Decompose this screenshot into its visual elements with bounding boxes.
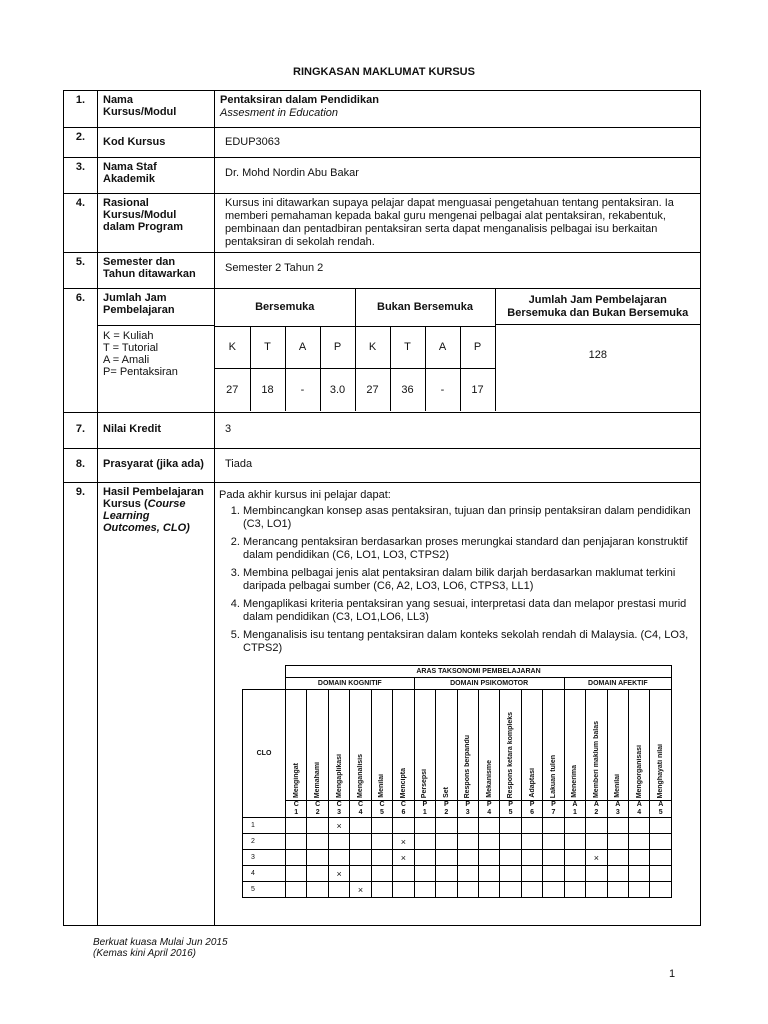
code-number: 6 [530,809,534,816]
label-line: Kursus/Modul [103,209,177,221]
clo-number: 2 [243,834,286,850]
taxonomy-mark [564,882,585,898]
code-letter: P [508,801,513,808]
taxonomy-mark [607,818,628,834]
row-learning-outcomes [64,483,701,926]
taxonomy-mark [457,818,478,834]
taxonomy-level-code [328,801,349,818]
taxonomy-mark [350,818,371,834]
course-name-english: Assesment in Education [220,107,339,119]
taxonomy-mark [500,882,521,898]
label-line: Nama Staf [103,161,157,173]
label-line: Akademik [103,173,155,185]
taxonomy-level-header [307,690,328,801]
row-label [98,158,215,194]
outcomes-intro: Pada akhir kursus ini pelajar dapat: [219,489,391,501]
taxonomy-level-code [436,801,457,818]
row-label [98,253,215,289]
row-course-code [64,128,701,158]
taxonomy-mark [607,866,628,882]
rationale-text: Kursus ini ditawarkan supaya pelajar dapat menguasai pengetahuan tentang pentaksiran. Ia memberi pemahaman kepada bakal guru mengenai pelbagai alat pentaksiran, rekabentuk, pembinaan dan pentadbiran pentaksiran serta dapat menganalisis pelbagai isu berkaitan pentaksiran di sekolah rendah. [215,194,701,253]
domain-psikomotor: DOMAIN PSIKOMOTOR [414,678,564,690]
taxonomy-mark [629,882,650,898]
taxonomy-mark [543,834,564,850]
taxonomy-mark [328,882,349,898]
row-label [98,194,215,253]
taxonomy-mark [564,834,585,850]
row-number: 7. [64,413,98,449]
taxonomy-mark [607,834,628,850]
label-line: dalam Program [103,221,184,233]
row-number: 3. [64,158,98,194]
row-learning-hours [64,289,701,413]
outcome-item: 3. Membina pelbagai jenis alat pentaksiran dalam bilik darjah berdasarkan maklumat terkini daripada pelbagai sumber (C6, A2, LO3, LO6, CTPS3, LL1) [243,567,696,593]
taxonomy-mark [650,834,672,850]
taxonomy-level-code [286,801,307,818]
taxonomy-mark [286,866,307,882]
taxonomy-level-code [650,801,672,818]
taxonomy-level-header [328,690,349,801]
taxonomy-mark [286,850,307,866]
head-bersemuka: Bersemuka [215,289,355,326]
code-number: 2 [594,809,599,816]
code-letter: C [293,801,299,808]
taxonomy-level-header [586,690,607,801]
course-name: Pentaksiran dalam Pendidikan [220,94,379,106]
taxonomy-mark [650,850,672,866]
taxonomy-level-header [286,690,307,801]
taxonomy-mark [650,882,672,898]
taxonomy-level-name: Menerima [571,765,579,798]
code-letter: P [465,801,471,808]
taxonomy-mark [478,834,499,850]
label-line: Learning [103,510,150,522]
code-number: 5 [380,809,384,816]
code-number: 1 [294,809,299,816]
code-letter: A [636,801,642,808]
taxonomy-mark [629,818,650,834]
taxonomy-mark [436,866,457,882]
taxonomy-level-header [350,690,371,801]
taxonomy-level-name: Adaptasi [528,768,536,798]
code-number: 3 [615,809,620,816]
code-number: 4 [487,809,492,816]
domain-kognitif: DOMAIN KOGNITIF [286,678,415,690]
footer-line: (Kemas kini April 2016) [93,948,197,959]
taxonomy-mark [543,818,564,834]
row-label [98,483,215,926]
label-line: Kursus/Modul [103,106,177,118]
taxonomy-level-code [478,801,499,818]
label-line: Course [147,498,186,510]
hours-legend [98,326,214,382]
taxonomy-mark [457,866,478,882]
page-title: RINGKASAN MAKLUMAT KURSUS [293,66,475,78]
code-letter: C [358,801,364,808]
domain-afektif: DOMAIN AFEKTIF [564,678,671,690]
taxonomy-level-name: Menilai [614,774,622,798]
taxonomy-level-header [393,690,414,801]
taxonomy-mark [500,866,521,882]
clo-number: 1 [243,818,286,834]
hour-value: 27 [215,368,250,411]
taxonomy-mark [478,882,499,898]
taxonomy-mark [521,850,542,866]
taxonomy-mark [457,850,478,866]
taxonomy-level-name: Persepsi [421,768,429,798]
taxonomy-level-name: Memahami [314,761,322,798]
row-semester [64,253,701,289]
label-line: Pembelajaran [103,304,175,316]
clo-header: CLO [243,690,286,818]
taxonomy-mark [328,834,349,850]
outcome-item: 2. Merancang pentaksiran berdasarkan proses merungkai standard dan penjajaran konstruktif dalam pendidikan (C6, LO1, LO3, CTPS2) [243,536,696,562]
taxonomy-mark [521,834,542,850]
hour-value: 18 [250,368,285,411]
taxonomy-level-code [607,801,628,818]
taxonomy-mark [457,882,478,898]
taxonomy-mark [414,818,435,834]
label-line: Tahun ditawarkan [103,268,196,280]
taxonomy-level-code [586,801,607,818]
taxonomy-mark: × [393,850,414,866]
taxonomy-mark [328,850,349,866]
taxonomy-mark [393,818,414,834]
taxonomy-level-name: Mengingat [292,763,300,798]
clo-number: 4 [243,866,286,882]
taxonomy-level-code [457,801,478,818]
taxonomy-mark [586,882,607,898]
taxonomy-mark [307,866,328,882]
taxonomy-mark [478,818,499,834]
taxonomy-mark [307,834,328,850]
taxonomy-level-header [500,690,521,801]
hour-type: A [285,326,320,368]
hour-type: A [425,326,460,368]
taxonomy-mark [543,866,564,882]
taxonomy-mark: × [393,834,414,850]
outcome-item: 1. Membincangkan konsep asas pentaksiran, tujuan dan prinsip pentaksiran dalam pendidikan (C3, LO1) [243,505,696,531]
row-prerequisite [64,449,701,483]
code-number: 7 [551,809,556,816]
course-summary-table [63,90,701,926]
taxonomy-level-name: Mengaplikasi [335,754,343,798]
taxonomy-mark [350,866,371,882]
taxonomy-level-name: Lakuan tulen [549,754,557,798]
taxonomy-mark [371,818,392,834]
clo-number: 5 [243,882,286,898]
label-line: Jumlah Jam [103,292,167,304]
taxonomy-mark [436,834,457,850]
taxonomy-row [243,818,672,834]
legend-item: A = Amali [103,354,150,366]
code-number: 6 [401,809,406,816]
taxonomy-mark [286,834,307,850]
taxonomy-mark [607,850,628,866]
taxonomy-level-name: Memberi maklum balas [592,720,600,798]
row-label: Kod Kursus [98,128,215,158]
taxonomy-mark [500,850,521,866]
code-letter: A [615,801,621,808]
semester-value: Semester 2 Tahun 2 [215,253,701,289]
row-number: 5. [64,253,98,289]
label-line: Hasil Pembelajaran [103,486,204,498]
label-line: Semester dan [103,256,176,268]
taxonomy-mark [414,850,435,866]
code-letter: P [486,801,492,808]
taxonomy-mark [500,818,521,834]
taxonomy-mark [371,834,392,850]
taxonomy-level-header [650,690,672,801]
taxonomy-level-code [564,801,585,818]
taxonomy-level-header [371,690,392,801]
row-credit [64,413,701,449]
label-line: Nama [103,94,133,106]
row-academic-staff [64,158,701,194]
hours-table [215,289,700,411]
taxonomy-mark [629,850,650,866]
hour-type: T [390,326,425,368]
taxonomy-mark [414,882,435,898]
code-letter: P [529,801,535,808]
total-head-line: Jumlah Jam Pembelajaran [528,294,667,306]
taxonomy-mark [564,850,585,866]
taxonomy-mark [307,882,328,898]
legend-item: P= Pentaksiran [103,366,178,378]
taxonomy-title: ARAS TAKSONOMI PEMBELAJARAN [286,666,672,678]
taxonomy-level-code [414,801,435,818]
hour-type: K [355,326,390,368]
taxonomy-mark [307,818,328,834]
taxonomy-level-name: Set [442,787,450,798]
code-letter: A [658,801,664,808]
taxonomy-mark [371,866,392,882]
label-line: Kursus ( [103,498,148,510]
taxonomy-mark [371,882,392,898]
taxonomy-level-code [543,801,564,818]
footer-note [93,937,228,959]
code-letter: C [336,801,342,808]
total-hours-cell [495,289,700,411]
taxonomy-mark [350,834,371,850]
credit-value: 3 [215,413,701,449]
row-label: Nilai Kredit [98,413,215,449]
code-letter: P [422,801,428,808]
hour-type: P [320,326,355,368]
taxonomy-row [243,850,672,866]
taxonomy-mark [650,818,672,834]
taxonomy-row [243,866,672,882]
academic-staff-name: Dr. Mohd Nordin Abu Bakar [215,158,701,194]
row-number: 6. [64,289,98,413]
hour-value: 36 [390,368,425,411]
row-value [215,91,701,128]
hour-type: P [460,326,495,368]
footer-line: Berkuat kuasa Mulai Jun 2015 [93,937,228,948]
total-head-line: Bersemuka dan Bukan Bersemuka [507,307,689,319]
row-number: 8. [64,449,98,483]
taxonomy-mark [414,834,435,850]
code-number: 3 [465,809,470,816]
legend-item: K = Kuliah [103,330,154,342]
taxonomy-mark [371,850,392,866]
row-label [98,289,215,413]
outcome-item: 5. Menganalisis isu tentang pentaksiran dalam konteks sekolah rendah di Malaysia. (C4, LO3, CTPS2) [243,629,696,655]
taxonomy-level-header [414,690,435,801]
taxonomy-level-code [521,801,542,818]
taxonomy-row [243,882,672,898]
taxonomy-mark: × [586,850,607,866]
hour-value: 27 [355,368,390,411]
taxonomy-mark: × [328,866,349,882]
hour-value: - [285,368,320,411]
code-number: 3 [337,809,342,816]
taxonomy-mark [500,834,521,850]
code-number: 2 [315,809,320,816]
taxonomy-row [243,834,672,850]
taxonomy-level-code [393,801,414,818]
hour-value: 17 [460,368,495,411]
prerequisite-value: Tiada [215,449,701,483]
code-letter: P [443,801,449,808]
taxonomy-mark [521,866,542,882]
taxonomy-level-code [307,801,328,818]
code-letter: P [551,801,556,808]
taxonomy-mark [586,818,607,834]
hour-type: K [215,326,250,368]
taxonomy-level-code [629,801,650,818]
taxonomy-level-header [457,690,478,801]
row-label: Prasyarat (jika ada) [98,449,215,483]
taxonomy-mark [586,834,607,850]
taxonomy-level-name: Menilai [378,774,386,798]
taxonomy-mark [607,882,628,898]
code-number: 5 [508,809,513,816]
taxonomy-mark [564,818,585,834]
taxonomy-mark [478,850,499,866]
hour-value: - [425,368,460,411]
row-rationale [64,194,701,253]
taxonomy-level-header [564,690,585,801]
learning-outcomes-cell [215,483,701,926]
taxonomy-mark [457,834,478,850]
total-hours: 128 [496,324,700,409]
taxonomy-mark [393,866,414,882]
taxonomy-mark [478,866,499,882]
taxonomy-mark [436,850,457,866]
taxonomy-mark: × [350,882,371,898]
taxonomy-mark [393,882,414,898]
code-letter: C [379,801,385,808]
taxonomy-level-header [436,690,457,801]
row-course-name [64,91,701,128]
outcomes-list [219,505,696,655]
row-number: 2. [64,128,98,158]
taxonomy-level-header [478,690,499,801]
taxonomy-level-header [543,690,564,801]
taxonomy-table [242,665,672,898]
taxonomy-level-name: Respons ketara kompleks [507,711,515,798]
row-number: 9. [64,483,98,926]
hours-cell [215,289,701,413]
taxonomy-mark [307,850,328,866]
taxonomy-level-header [521,690,542,801]
code-number: 1 [572,809,577,816]
taxonomy-mark [629,834,650,850]
code-number: 4 [358,809,363,816]
taxonomy-mark [586,866,607,882]
code-letter: A [572,801,578,808]
taxonomy-level-code [350,801,371,818]
row-number: 1. [64,91,98,128]
taxonomy-level-name: Mengorganisasi [635,744,643,798]
outcome-item: 4. Mengaplikasi kriteria pentaksiran yang sesuai, interpretasi data dan melapor prestasi murid dalam pendidikan (C3, LO1,LO6, LL3) [243,598,696,624]
clo-number: 3 [243,850,286,866]
taxonomy-level-name: Mekanisme [485,760,493,798]
taxonomy-level-header [629,690,650,801]
head-bukan-bersemuka: Bukan Bersemuka [355,289,495,326]
taxonomy-mark [286,818,307,834]
taxonomy-level-name: Menghayati nilai [657,743,665,798]
hour-type: T [250,326,285,368]
taxonomy-level-header [607,690,628,801]
page-number: 1 [669,968,676,980]
taxonomy-mark [543,882,564,898]
code-number: 5 [658,809,663,816]
legend-item: T = Tutorial [103,342,159,354]
taxonomy-mark: × [328,818,349,834]
taxonomy-level-name: Mencipta [399,767,407,798]
taxonomy-mark [414,866,435,882]
code-number: 2 [444,809,449,816]
taxonomy-mark [564,866,585,882]
row-number: 4. [64,194,98,253]
taxonomy-mark [436,882,457,898]
taxonomy-mark [521,818,542,834]
taxonomy-mark [543,850,564,866]
taxonomy-level-code [371,801,392,818]
taxonomy-mark [650,866,672,882]
label-line: Outcomes, CLO) [103,522,190,534]
code-letter: A [593,801,599,808]
taxonomy-mark [629,866,650,882]
taxonomy-mark [436,818,457,834]
taxonomy-mark [350,850,371,866]
code-number: 4 [637,809,642,816]
code-number: 1 [422,809,427,816]
taxonomy-level-name: Menganalisis [357,754,365,798]
taxonomy-mark [286,882,307,898]
taxonomy-mark [521,882,542,898]
code-letter: C [315,801,321,808]
hour-value: 3.0 [320,368,355,411]
course-code: EDUP3063 [215,128,701,158]
row-label [98,91,215,128]
code-letter: C [400,801,406,808]
taxonomy-level-code [500,801,521,818]
label-line: Rasional [103,197,149,209]
taxonomy-level-name: Respons berpandu [464,734,472,798]
